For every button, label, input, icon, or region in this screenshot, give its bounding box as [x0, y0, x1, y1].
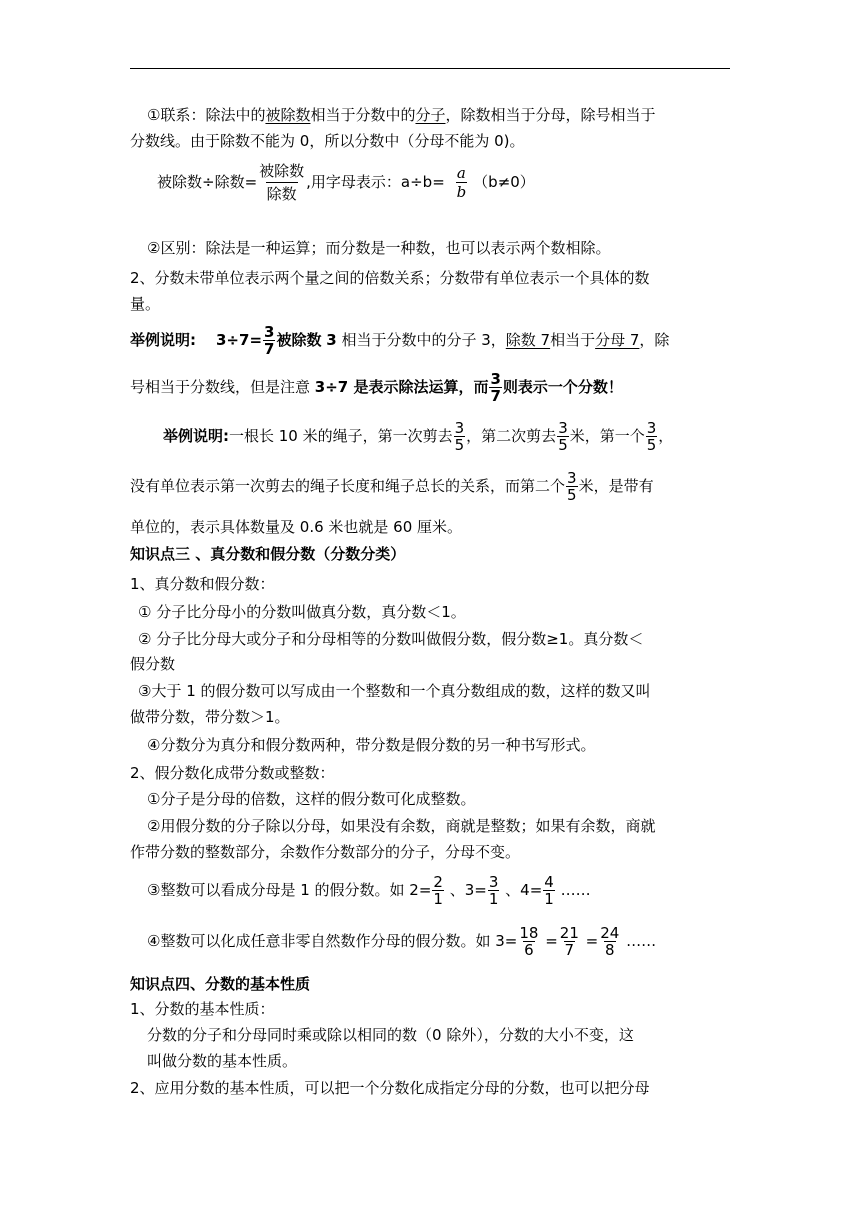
kp3-heading-1: 1、真分数和假分数：: [130, 575, 275, 593]
division-formula: 被除数÷除数= 被除数 除数 ,用字母表示：a÷b= $\frac{a}{b}$ （b≠0）: [157, 162, 535, 203]
example-2-line-2: 没有单位表示第一次剪去的绳子长度和绳子总长的关系，而第二个 $\frac{3}{5}$ 米，是带有: [130, 469, 654, 504]
kp4-property-line-1: 分数的分子和分母同时乘或除以相同的数（0 除外），分数的大小不变，这: [147, 1026, 634, 1044]
kp4-property-line-2: 叫做分数的基本性质。: [147, 1052, 298, 1070]
kp3-convert-3: ③整数可以看成分母是 1 的假分数。如 2= $\frac{2}{1}$ 、3= $\frac{3}{1}$ 、4= $\frac{4}{1}$ ……: [147, 873, 591, 908]
fraction-3-5: $\frac{3}{5}$: [558, 419, 568, 454]
kp3-item-1: ① 分子比分母小的分数叫做真分数，真分数＜1。: [138, 603, 466, 621]
fraction-3-7: $\frac{3}{7}$: [264, 323, 275, 358]
relation-line-2: 分数线。由于除数不能为 0，所以分数中（分母不能为 0)。: [130, 132, 525, 150]
formula-fraction: 被除数 除数: [259, 162, 305, 203]
relation-line-1: ①联系：除法中的被除数相当于分数中的分子，除数相当于分母，除号相当于: [147, 106, 656, 124]
kp3-convert-1: ①分子是分母的倍数，这样的假分数可化成整数。: [147, 790, 476, 808]
fraction-3-5: $\frac{3}{5}$: [646, 419, 657, 454]
fraction-3-5: $\frac{3}{5}$: [567, 469, 577, 504]
example-1-line-2: 号相当于分数线，但是注意 3÷7 是表示除法运算，而 $\frac{3}{7}$ 则表示一个分数！: [130, 370, 623, 405]
example-2-line-3: 单位的，表示具体数量及 0.6 米也就是 60 厘米。: [130, 518, 463, 536]
example-1-line-1: 举例说明: 3÷7= $\frac{3}{7}$ 被除数 3 相当于分数中的分子 3，除数 7相当于分母 7，除: [130, 323, 670, 358]
fraction-3-1: $\frac{3}{1}$: [488, 873, 499, 908]
kp4-heading-1: 1、分数的基本性质：: [130, 1000, 275, 1018]
fraction-21-7: $\frac{21}{7}$: [559, 924, 579, 959]
kp3-item-4: ④分数分为真分和假分数两种，带分数是假分数的另一种书写形式。: [147, 736, 596, 754]
kp3-convert-4: ④整数可以化成任意非零自然数作分母的假分数。如 3= $\frac{18}{6}$ = $\frac{21}{7}$ = $\frac{24}{8}$ ……: [147, 924, 657, 959]
kp3-title: 知识点三 、真分数和假分数（分数分类）: [130, 545, 406, 563]
kp3-item-2-cont: 假分数: [130, 655, 176, 673]
kp3-item-3: ③大于 1 的假分数可以写成由一个整数和一个真分数组成的数，这样的数又叫: [138, 682, 651, 700]
header-rule: [130, 68, 730, 69]
kp4-title: 知识点四、分数的基本性质: [130, 975, 311, 993]
fraction-3-7: $\frac{3}{7}$: [490, 370, 501, 405]
kp3-heading-2: 2、假分数化成带分数或整数：: [130, 764, 335, 782]
fraction-18-6: $\frac{18}{6}$: [519, 924, 539, 959]
kp4-heading-2: 2、应用分数的基本性质，可以把一个分数化成指定分母的分数，也可以把分母: [130, 1079, 650, 1097]
letter-fraction: $\frac{a}{b}$: [456, 164, 467, 201]
example-2-line-1: 举例说明:一根长 10 米的绳子，第一次剪去 $\frac{3}{5}$ ，第二次剪去 $\frac{3}{5}$ 米，第一个 $\frac{3}{5}$ ，: [163, 419, 674, 454]
kp3-convert-2-cont: 作带分数的整数部分，余数作分数部分的分子，分母不变。: [130, 843, 521, 861]
kp3-convert-2: ②用假分数的分子除以分母，如果没有余数，商就是整数；如果有余数，商就: [147, 817, 656, 835]
fraction-2-1: $\frac{2}{1}$: [433, 873, 443, 908]
difference-line: ②区别：除法是一种运算；而分数是一种数，也可以表示两个数相除。: [147, 239, 611, 257]
unit-line-1: 2、分数未带单位表示两个量之间的倍数关系；分数带有单位表示一个具体的数: [130, 269, 650, 287]
fraction-3-5: $\frac{3}{5}$: [454, 419, 465, 454]
unit-line-2: 量。: [130, 295, 161, 313]
fraction-24-8: $\frac{24}{8}$: [600, 924, 620, 959]
kp3-item-2: ② 分子比分母大或分子和分母相等的分数叫做假分数，假分数≥1。真分数＜: [138, 630, 644, 648]
fraction-4-1: $\frac{4}{1}$: [544, 873, 554, 908]
kp3-item-3-cont: 做带分数，带分数＞1。: [130, 708, 290, 726]
